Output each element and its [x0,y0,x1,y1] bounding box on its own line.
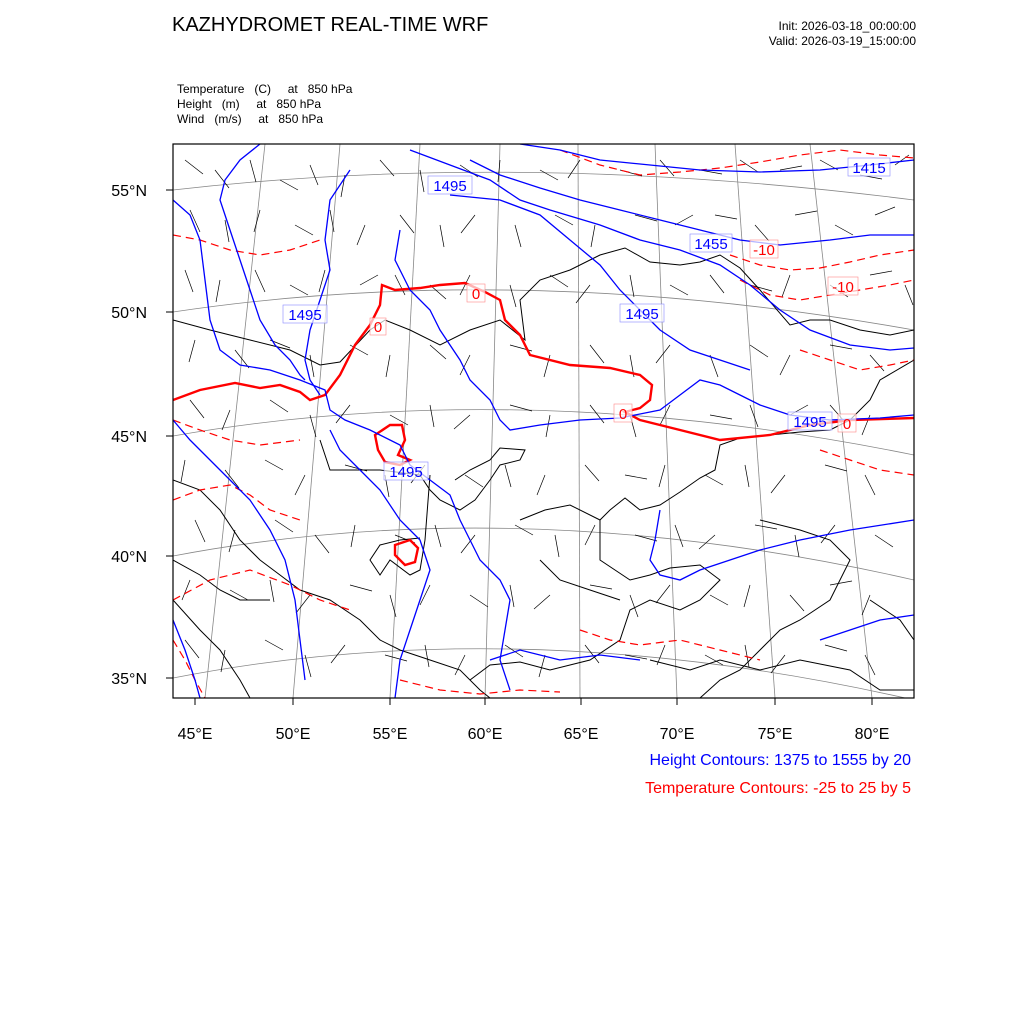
lon-label-70e: 70°E [659,726,695,743]
longitude-axis [195,698,872,705]
lon-label-75e: 75°E [757,726,793,743]
temperature-label-0: 0 [842,416,852,433]
temperature-label-0: 0 [618,406,628,423]
temperature-label-minus10: -10 [832,279,854,296]
variable-temperature: Temperature (C) at 850 hPa [177,82,353,96]
lat-label-45n: 45°N [111,429,147,446]
lon-label-65e: 65°E [563,726,599,743]
lon-label-45e: 45°E [177,726,213,743]
height-contour-legend: Height Contours: 1375 to 1555 by 20 [649,752,911,769]
temperature-label-0: 0 [373,319,383,336]
height-label-1495: 1495 [793,414,827,431]
lat-label-40n: 40°N [111,549,147,566]
latitude-axis [166,190,173,678]
init-time: Init: 2026-03-18_00:00:00 [778,19,916,33]
height-label-1495: 1495 [433,178,467,195]
height-label-1455: 1455 [694,236,728,253]
height-label-1495: 1495 [288,307,322,324]
height-label-1495: 1495 [389,464,423,481]
temperature-contour-legend: Temperature Contours: -25 to 25 by 5 [645,780,911,797]
lon-label-80e: 80°E [854,726,890,743]
temperature-label-0: 0 [471,286,481,303]
variable-height: Height (m) at 850 hPa [177,97,322,111]
temperature-contour-0c [395,540,418,565]
height-label-1495: 1495 [625,306,659,323]
chart-title: KAZHYDROMET REAL-TIME WRF [172,14,489,36]
lat-label-35n: 35°N [111,671,147,688]
variable-wind: Wind (m/s) at 850 hPa [177,112,324,126]
valid-time: Valid: 2026-03-19_15:00:00 [768,34,916,48]
lat-label-50n: 50°N [111,305,147,322]
lat-label-55n: 55°N [111,183,147,200]
lon-label-55e: 55°E [372,726,408,743]
height-label-1415: 1415 [852,160,886,177]
lon-label-60e: 60°E [467,726,503,743]
temperature-label-minus10: -10 [753,242,775,259]
lon-label-50e: 50°E [275,726,311,743]
